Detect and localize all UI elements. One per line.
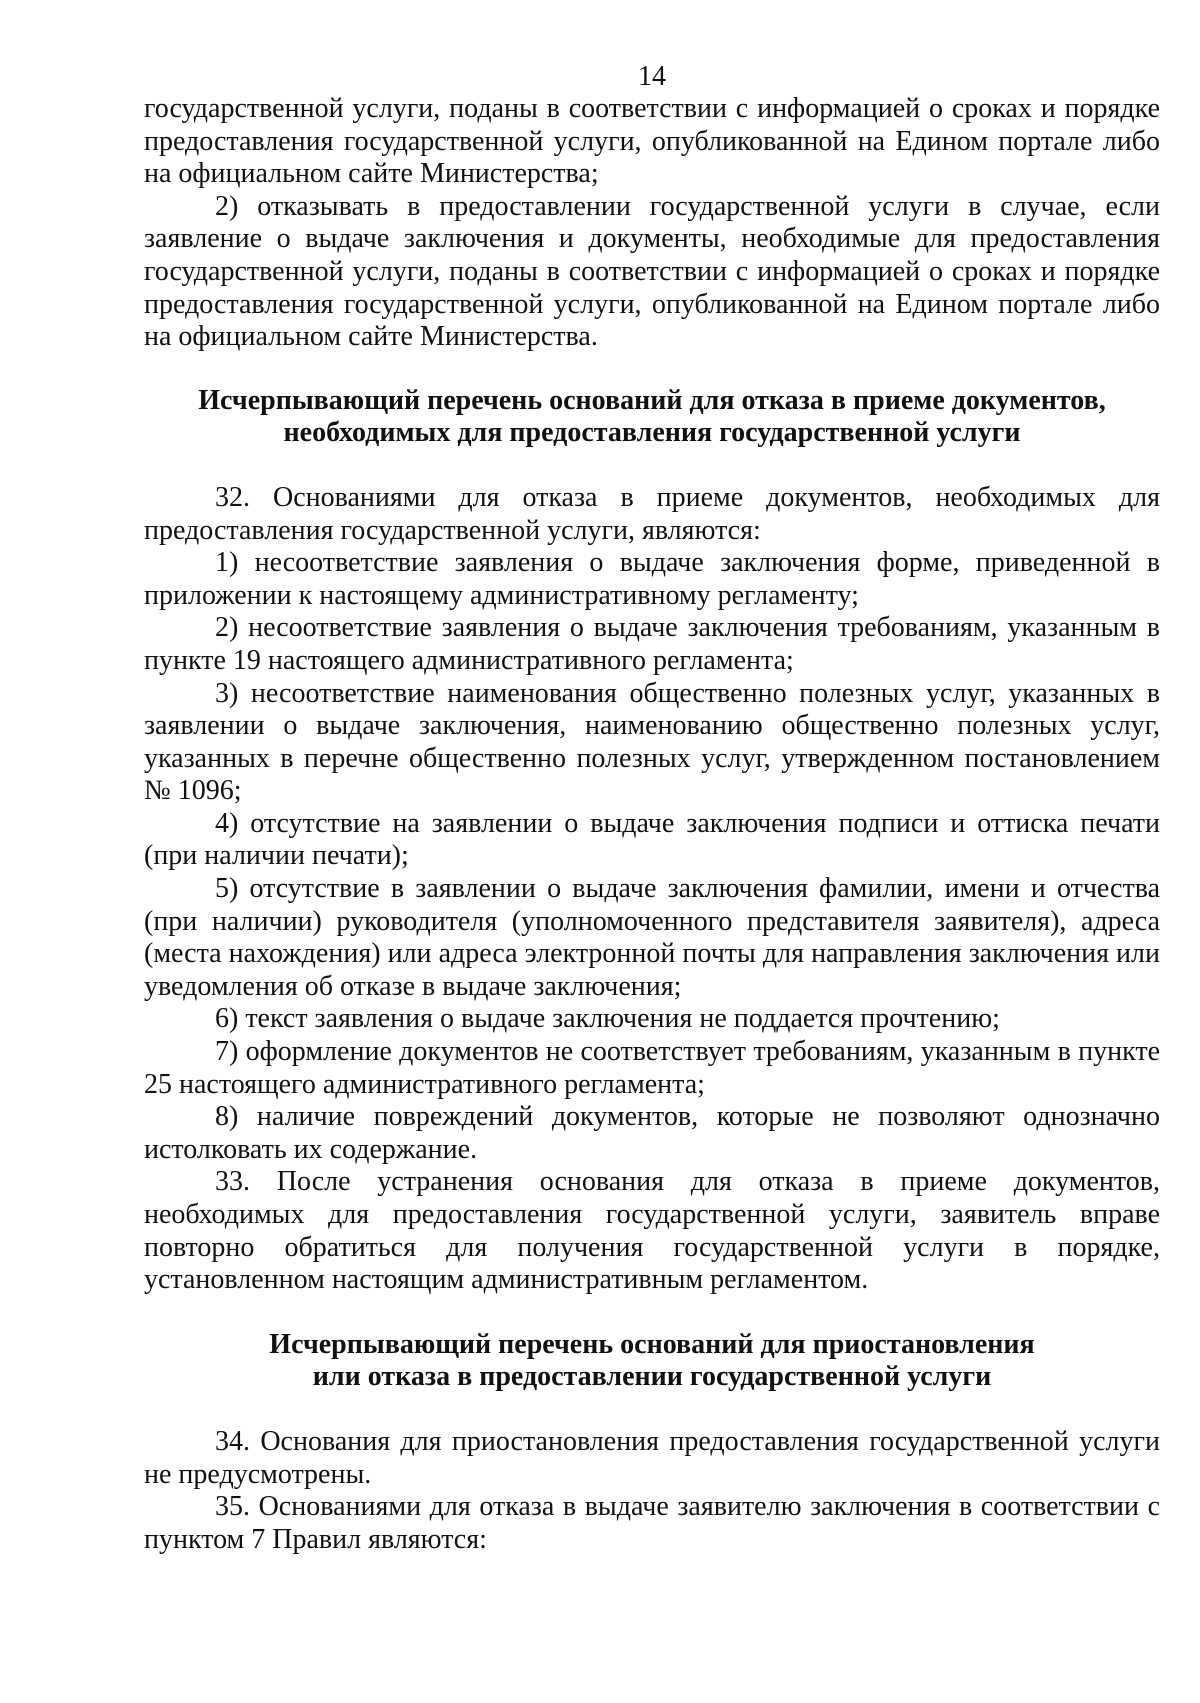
paragraph-item-2: 2) отказывать в предоставлении государственной услуги в случае, если заявление о выдаче заключения и документы, необходимые для предоставления государственной услуги, поданы в соответствии с информацией о сроках и порядке предоставления государственной услуги, опубликованной на Едином портале либо на официальном сайте Министерства.	[144, 190, 1160, 353]
list-item-7: 7) оформление документов не соответствует требованиям, указанным в пункте 25 настоящего административного регламента;	[144, 1036, 1160, 1100]
list-item-2: 2) несоответствие заявления о выдаче заключения требованиям, указанным в пункте 19 настоящего административного регламента;	[144, 612, 1160, 676]
paragraph-34: 34. Основания для приостановления предоставления государственной услуги не предусмотрены.	[144, 1425, 1160, 1490]
section-heading-suspension-refusal	[144, 1329, 1160, 1394]
list-item-8: 8) наличие повреждений документов, которые не позволяют однозначно истолковать их содержание.	[144, 1101, 1160, 1165]
paragraph-33: 33. После устранения основания для отказа в приеме документов, необходимых для предоставления государственной услуги, заявитель вправе повторно обратиться для получения государственной услуги в порядке, установленном настоящим административным регламентом.	[144, 1166, 1160, 1296]
heading-line: необходимых для предоставления государственной услуги	[283, 417, 1021, 449]
heading-line: Исчерпывающий перечень оснований для приостановления	[269, 1328, 1035, 1360]
paragraph-35: 35. Основаниями для отказа в выдаче заявителю заключения в соответствии с пунктом 7 Правил являются:	[144, 1491, 1160, 1555]
paragraph-32: 32. Основаниями для отказа в приеме документов, необходимых для предоставления государственной услуги, являются:	[144, 481, 1160, 546]
list-item-4: 4) отсутствие на заявлении о выдаче заключения подписи и оттиска печати (при наличии печати);	[144, 807, 1160, 872]
list-item-1: 1) несоответствие заявления о выдаче заключения форме, приведенной в приложении к настоящему административному регламенту;	[144, 547, 1160, 611]
paragraph-continuation: государственной услуги, поданы в соответствии с информацией о сроках и порядке предоставления государственной услуги, опубликованной на Едином портале либо на официальном сайте Министерства;	[144, 93, 1160, 190]
list-item-6: 6) текст заявления о выдаче заключения не поддается прочтению;	[215, 1003, 1000, 1035]
section-heading-refusal-acceptance	[144, 385, 1160, 450]
page-number: 14	[638, 61, 666, 92]
heading-line: или отказа в предоставлении государственной услуги	[312, 1361, 992, 1393]
heading-line: Исчерпывающий перечень оснований для отказа в приеме документов,	[198, 384, 1106, 416]
list-item-3: 3) несоответствие наименования общественно полезных услуг, указанных в заявлении о выдаче заключения, наименованию общественно полезных услуг, указанных в перечне общественно полезных услуг, утвержденном постановлением № 1096;	[144, 677, 1160, 807]
document-page	[144, 60, 1160, 1556]
list-item-5: 5) отсутствие в заявлении о выдаче заключения фамилии, имени и отчества (при наличии) руководителя (уполномоченного представителя заявителя), адреса (места нахождения) или адреса электронной почты для направления заключения или уведомления об отказе в выдаче заключения;	[144, 873, 1160, 1002]
